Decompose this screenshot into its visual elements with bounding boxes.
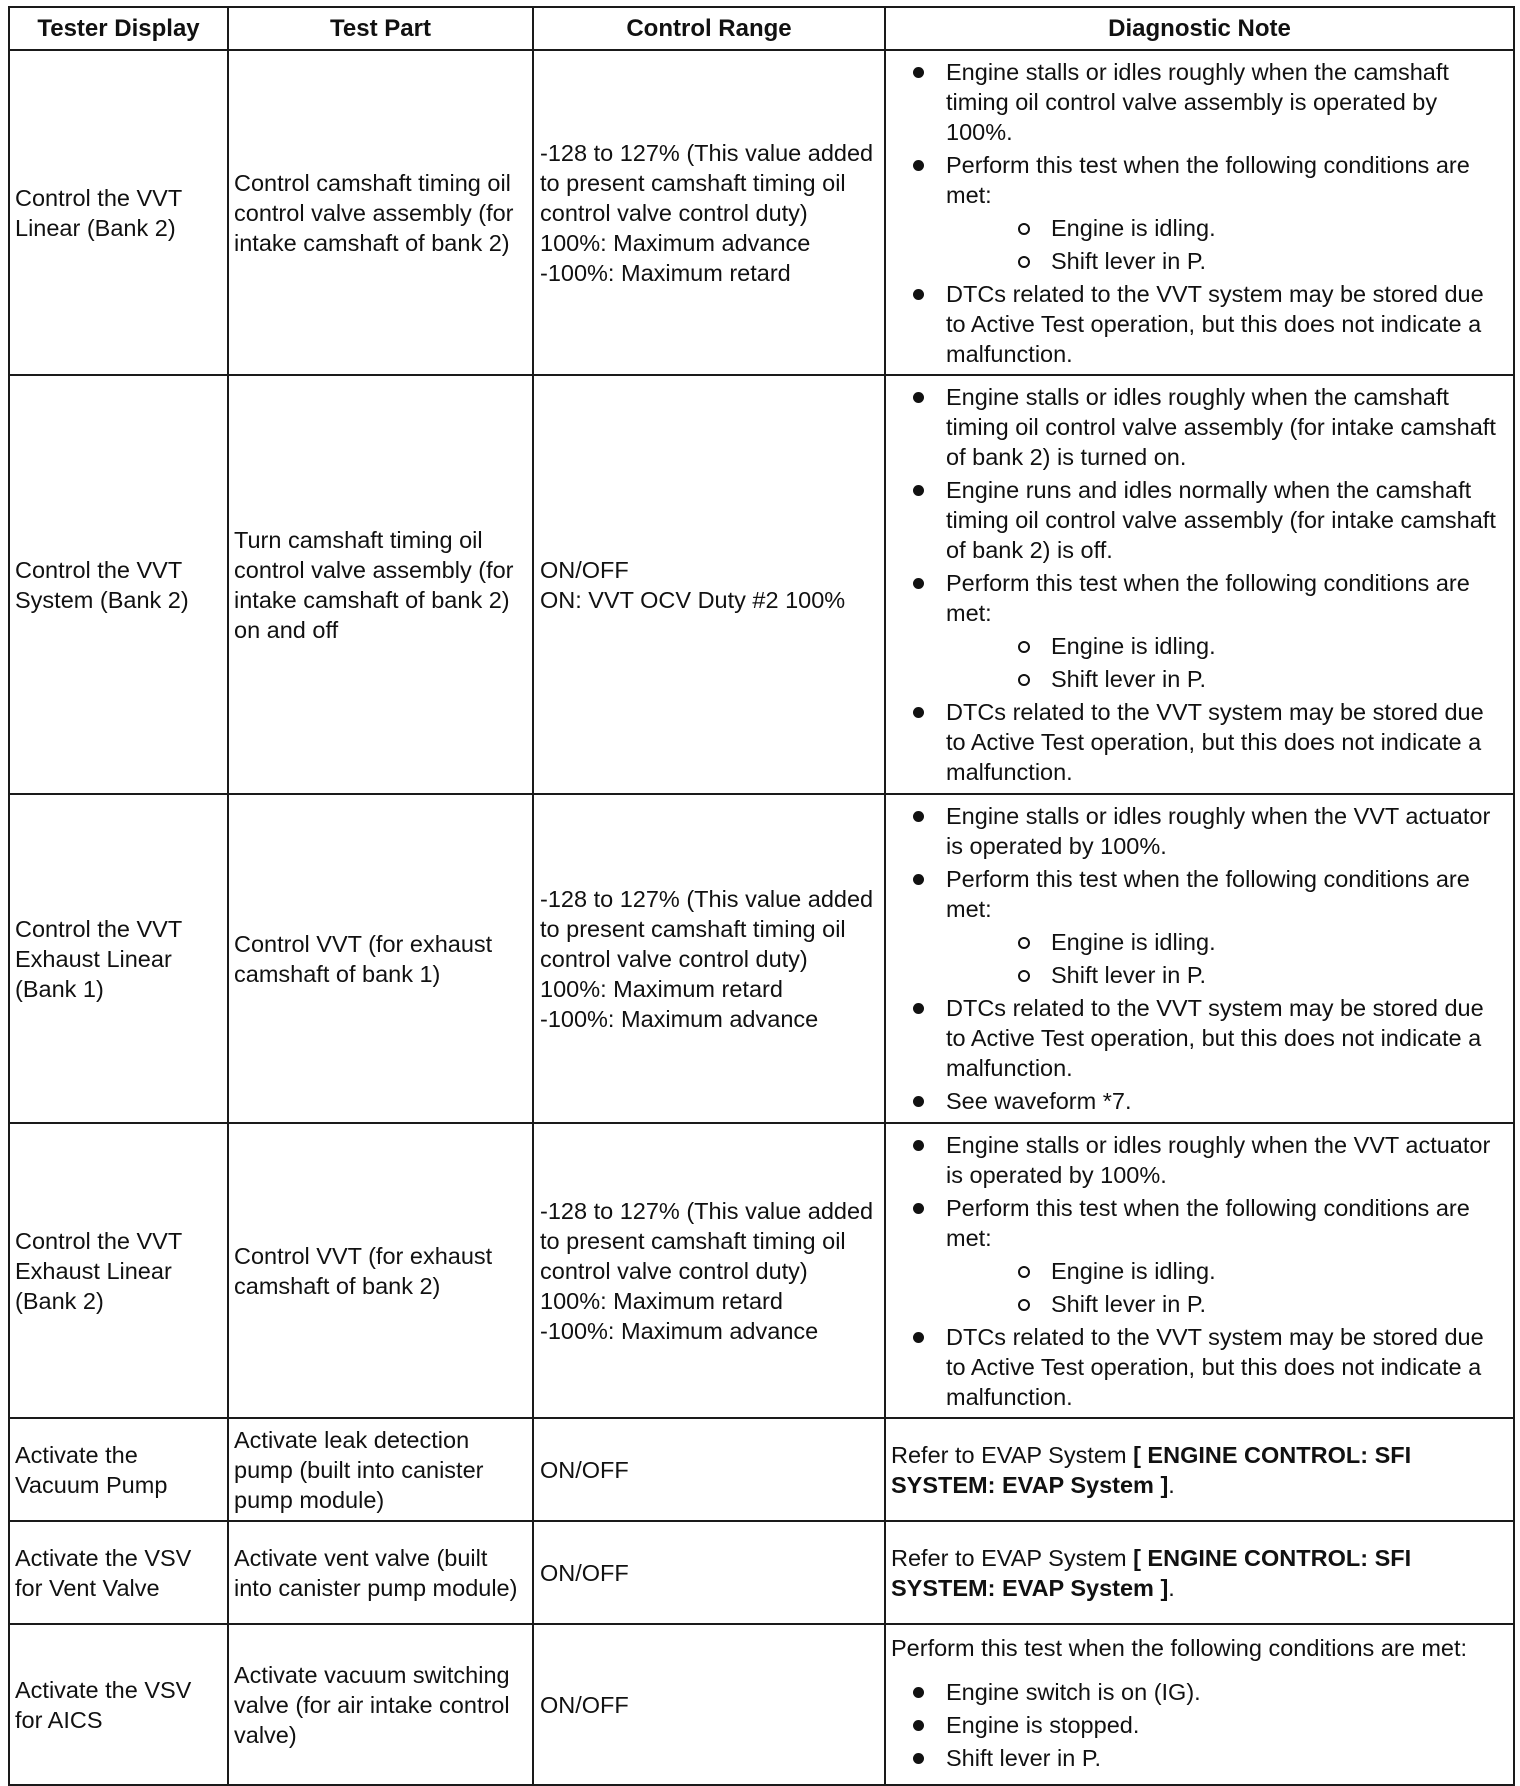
table-row bbox=[9, 1624, 1514, 1785]
note-item bbox=[891, 150, 1508, 276]
diagnostic-note-cell bbox=[885, 1418, 1514, 1521]
note-prefix: Refer to EVAP System bbox=[891, 1544, 1134, 1571]
subnote-list bbox=[946, 1256, 1508, 1319]
control-range-line: -100%: Maximum advance bbox=[540, 1317, 819, 1344]
control-range-cell bbox=[533, 1418, 885, 1521]
note-item bbox=[891, 1193, 1508, 1319]
note-suffix: . bbox=[1168, 1574, 1175, 1601]
diagnostic-note-cell bbox=[885, 1624, 1514, 1785]
subnote-item: Engine is idling. bbox=[946, 927, 1508, 957]
control-range-cell bbox=[533, 50, 885, 375]
note-list bbox=[891, 57, 1508, 369]
table-row bbox=[9, 375, 1514, 794]
test-part-cell: Activate leak detection pump (built into canister pump module) bbox=[228, 1418, 533, 1521]
diagnostic-note-cell bbox=[885, 50, 1514, 375]
diagnostic-note-cell bbox=[885, 1521, 1514, 1624]
note-item: Engine stalls or idles roughly when the VVT actuator is operated by 100%. bbox=[891, 1130, 1508, 1190]
header-control-range: Control Range bbox=[533, 7, 885, 50]
subnote-list bbox=[946, 213, 1508, 276]
control-range-line: 100%: Maximum retard bbox=[540, 1287, 783, 1314]
control-range-cell bbox=[533, 375, 885, 794]
note-text: Perform this test when the following conditions are met: bbox=[946, 570, 1470, 626]
evap-system-link[interactable]: [ ENGINE CONTROL: SFI SYSTEM: EVAP System ] bbox=[891, 1441, 1412, 1498]
control-range-line: -128 to 127% (This value added to present camshaft timing oil control valve control duty) bbox=[540, 885, 874, 972]
subnote-item: Engine is idling. bbox=[946, 631, 1508, 661]
test-part-cell: Control camshaft timing oil control valve assembly (for intake camshaft of bank 2) bbox=[228, 50, 533, 375]
subnote-item: Shift lever in P. bbox=[946, 664, 1508, 694]
tester-display-cell: Activate the VSV for AICS bbox=[9, 1624, 228, 1785]
subnote-list bbox=[946, 631, 1508, 694]
table-row bbox=[9, 1418, 1514, 1521]
note-item bbox=[891, 568, 1508, 694]
table-row bbox=[9, 794, 1514, 1123]
note-item bbox=[891, 864, 1508, 990]
note-intro: Perform this test when the following conditions are met: bbox=[891, 1635, 1468, 1661]
control-range-line: ON: VVT OCV Duty #2 100% bbox=[540, 586, 846, 613]
note-text: Perform this test when the following conditions are met: bbox=[946, 1194, 1470, 1251]
header-test-part: Test Part bbox=[228, 7, 533, 50]
control-range-cell bbox=[533, 1624, 885, 1785]
control-range-line: -100%: Maximum advance bbox=[540, 1005, 819, 1032]
test-part-cell: Activate vacuum switching valve (for air intake control valve) bbox=[228, 1624, 533, 1785]
note-suffix: . bbox=[1168, 1471, 1175, 1498]
test-part-cell: Control VVT (for exhaust camshaft of bank 2) bbox=[228, 1123, 533, 1418]
control-range-line: -128 to 127% (This value added to present camshaft timing oil control valve control duty) bbox=[540, 1197, 874, 1284]
active-test-table bbox=[8, 6, 1515, 1786]
diagnostic-note-cell bbox=[885, 794, 1514, 1123]
header-row bbox=[9, 7, 1514, 50]
table-row bbox=[9, 50, 1514, 375]
header-diagnostic-note: Diagnostic Note bbox=[885, 7, 1514, 50]
header-tester-display: Tester Display bbox=[9, 7, 228, 50]
tester-display-cell: Control the VVT Exhaust Linear (Bank 1) bbox=[9, 794, 228, 1123]
note-item: DTCs related to the VVT system may be stored due to Active Test operation, but this does not indicate a malfunction. bbox=[891, 697, 1508, 787]
tester-display-cell: Activate the Vacuum Pump bbox=[9, 1418, 228, 1521]
tester-display-cell: Control the VVT Linear (Bank 2) bbox=[9, 50, 228, 375]
note-list bbox=[891, 382, 1508, 787]
diagnostic-note-cell bbox=[885, 1123, 1514, 1418]
test-part-cell: Control VVT (for exhaust camshaft of bank 1) bbox=[228, 794, 533, 1123]
note-item: DTCs related to the VVT system may be stored due to Active Test operation, but this does not indicate a malfunction. bbox=[891, 993, 1508, 1083]
note-item: DTCs related to the VVT system may be stored due to Active Test operation, but this does not indicate a malfunction. bbox=[891, 279, 1508, 369]
tester-display-cell: Control the VVT System (Bank 2) bbox=[9, 375, 228, 794]
control-range-line: ON/OFF bbox=[540, 1456, 629, 1483]
subnote-item: Shift lever in P. bbox=[946, 960, 1508, 990]
note-item: Engine is stopped. bbox=[891, 1710, 1508, 1740]
note-item: Engine stalls or idles roughly when the camshaft timing oil control valve assembly (for intake camshaft of bank 2) is turned on. bbox=[891, 382, 1508, 472]
control-range-cell bbox=[533, 1521, 885, 1624]
note-list bbox=[891, 1130, 1508, 1412]
control-range-line: ON/OFF bbox=[540, 556, 629, 583]
table-row bbox=[9, 1521, 1514, 1624]
evap-system-link[interactable]: [ ENGINE CONTROL: SFI SYSTEM: EVAP System ] bbox=[891, 1544, 1412, 1601]
subnote-list bbox=[946, 927, 1508, 990]
note-item: Engine runs and idles normally when the camshaft timing oil control valve assembly (for intake camshaft of bank 2) is off. bbox=[891, 475, 1508, 565]
control-range-line: ON/OFF bbox=[540, 1691, 629, 1718]
note-item: See waveform *7. bbox=[891, 1086, 1508, 1116]
table-row bbox=[9, 1123, 1514, 1418]
note-item: Shift lever in P. bbox=[891, 1743, 1508, 1773]
control-range-line: -128 to 127% (This value added to present camshaft timing oil control valve control duty) bbox=[540, 139, 874, 226]
control-range-line: 100%: Maximum advance bbox=[540, 229, 811, 256]
note-list bbox=[891, 1677, 1508, 1773]
subnote-item: Shift lever in P. bbox=[946, 1289, 1508, 1319]
subnote-item: Engine is idling. bbox=[946, 213, 1508, 243]
tester-display-cell: Activate the VSV for Vent Valve bbox=[9, 1521, 228, 1624]
tester-display-cell: Control the VVT Exhaust Linear (Bank 2) bbox=[9, 1123, 228, 1418]
subnote-item: Engine is idling. bbox=[946, 1256, 1508, 1286]
subnote-item: Shift lever in P. bbox=[946, 246, 1508, 276]
control-range-line: 100%: Maximum retard bbox=[540, 975, 783, 1002]
note-item: Engine switch is on (IG). bbox=[891, 1677, 1508, 1707]
note-item: Engine stalls or idles roughly when the VVT actuator is operated by 100%. bbox=[891, 801, 1508, 861]
note-text: Perform this test when the following conditions are met: bbox=[946, 151, 1470, 208]
control-range-cell bbox=[533, 794, 885, 1123]
note-item: Engine stalls or idles roughly when the camshaft timing oil control valve assembly is operated by 100%. bbox=[891, 57, 1508, 147]
control-range-line: -100%: Maximum retard bbox=[540, 259, 791, 286]
note-item: DTCs related to the VVT system may be stored due to Active Test operation, but this does not indicate a malfunction. bbox=[891, 1322, 1508, 1412]
control-range-cell bbox=[533, 1123, 885, 1418]
note-list bbox=[891, 801, 1508, 1116]
diagnostic-note-cell bbox=[885, 375, 1514, 794]
note-prefix: Refer to EVAP System bbox=[891, 1441, 1134, 1468]
note-text: Perform this test when the following conditions are met: bbox=[946, 866, 1470, 922]
test-part-cell: Turn camshaft timing oil control valve assembly (for intake camshaft of bank 2) on and off bbox=[228, 375, 533, 794]
test-part-cell: Activate vent valve (built into canister pump module) bbox=[228, 1521, 533, 1624]
control-range-line: ON/OFF bbox=[540, 1559, 629, 1586]
